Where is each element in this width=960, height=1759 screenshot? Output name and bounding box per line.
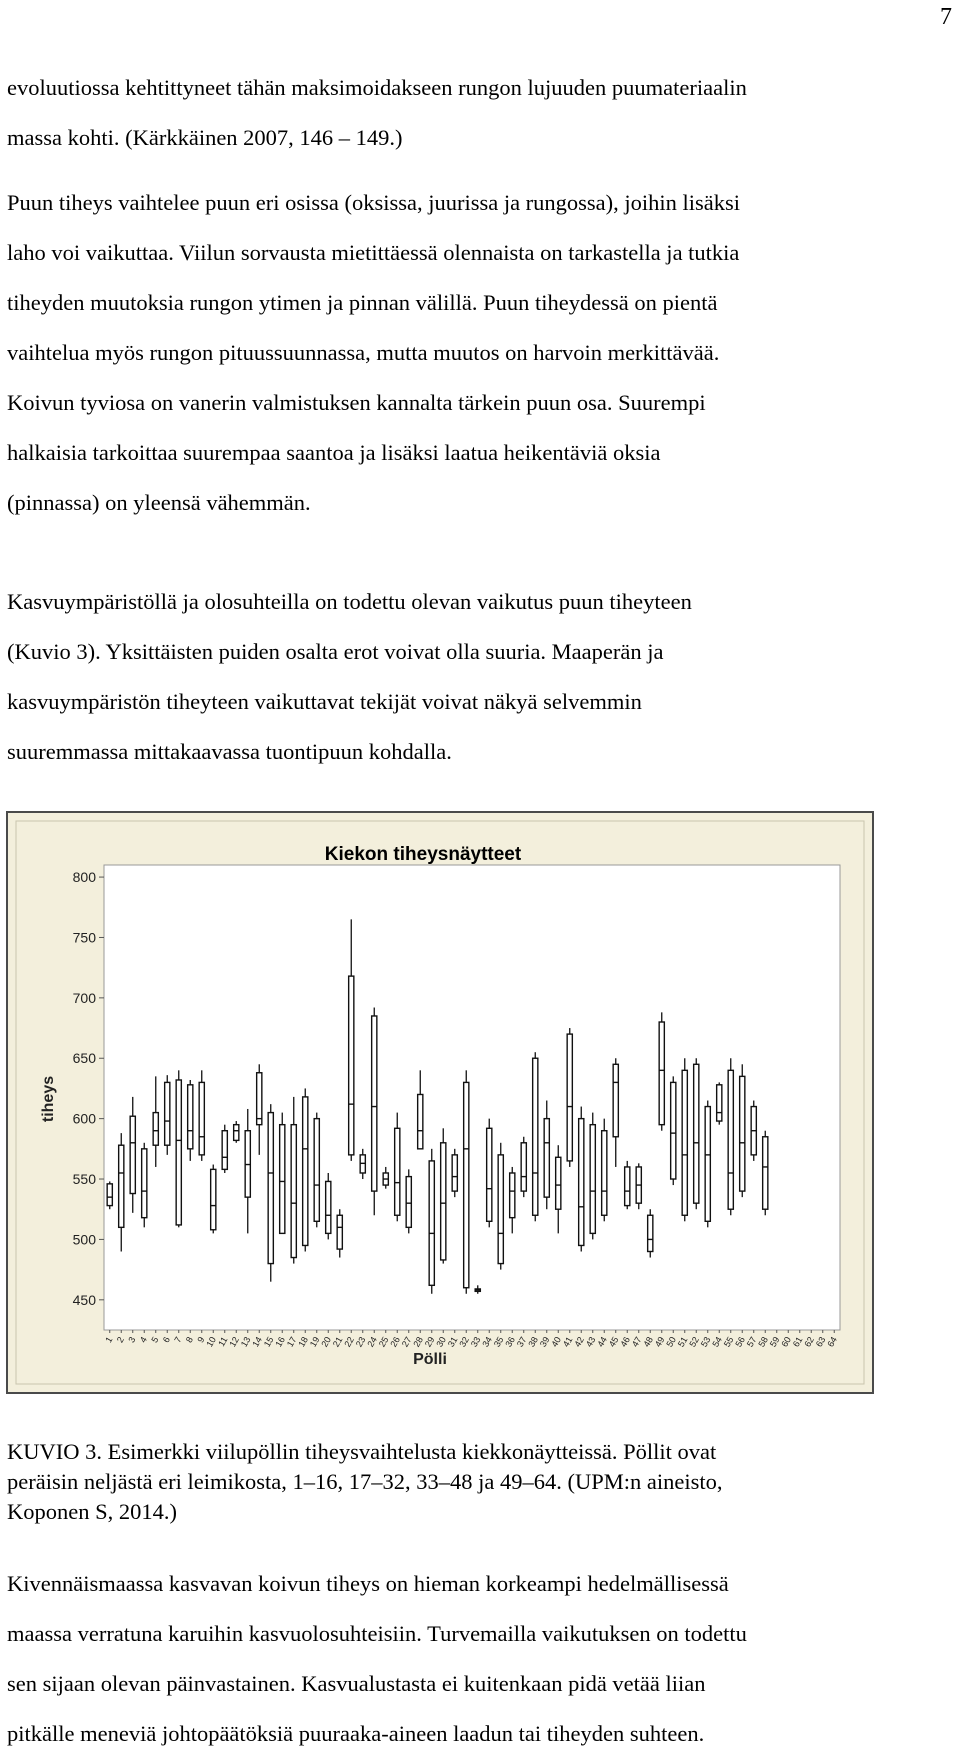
- x-tick-label: 19: [307, 1335, 322, 1349]
- box-37: [521, 1137, 526, 1197]
- x-tick-label: 41: [560, 1335, 575, 1349]
- box-58: [763, 1131, 768, 1216]
- x-tick-label: 55: [721, 1335, 736, 1349]
- box-body: [268, 1113, 273, 1264]
- x-tick-label: 63: [813, 1335, 828, 1349]
- box-32: [464, 1070, 469, 1293]
- text-line: Puun tiheys vaihtelee puun eri osissa (oksissa, juurissa ja rungossa), joihin lisäksi: [7, 190, 741, 215]
- x-tick-label: 49: [652, 1335, 667, 1349]
- box-body: [694, 1064, 699, 1203]
- box-30: [441, 1128, 446, 1263]
- x-tick-label: 8: [183, 1335, 195, 1345]
- text-line: suuremmassa mittakaavassa tuontipuun kohdalla.: [7, 739, 452, 764]
- box-53: [705, 1101, 710, 1228]
- box-50: [671, 1076, 676, 1185]
- box-body: [728, 1070, 733, 1209]
- box-29: [429, 1149, 434, 1294]
- box-body: [199, 1082, 204, 1154]
- caption-line: KUVIO 3. Esimerkki viilupöllin tiheysvaihtelusta kiekkonäytteissä. Pöllit ovat: [7, 1439, 717, 1464]
- box-body: [590, 1125, 595, 1234]
- text-line: Kasvuympäristöllä ja olosuhteilla on todettu olevan vaikutus puun tiheyteen: [7, 589, 692, 614]
- x-tick-label: 9: [195, 1335, 207, 1345]
- box-body: [441, 1143, 446, 1260]
- x-tick-label: 36: [503, 1335, 517, 1349]
- figure-caption: [7, 1437, 952, 1527]
- box-9: [199, 1070, 204, 1161]
- box-body: [222, 1131, 227, 1170]
- x-tick-label: 34: [480, 1335, 494, 1349]
- box-18: [303, 1088, 308, 1251]
- box-body: [130, 1116, 135, 1193]
- y-tick-label: 600: [72, 1110, 96, 1127]
- y-tick-label: 450: [72, 1291, 96, 1308]
- box-body: [567, 1034, 572, 1161]
- box-54: [717, 1082, 722, 1124]
- x-tick-label: 16: [273, 1335, 287, 1349]
- x-tick-label: 4: [137, 1335, 149, 1345]
- x-tick-label: 31: [445, 1335, 460, 1349]
- box-8: [188, 1080, 193, 1161]
- box-body: [280, 1125, 285, 1234]
- box-31: [452, 1149, 457, 1197]
- x-tick-label: 35: [491, 1335, 506, 1349]
- x-tick-label: 52: [687, 1335, 701, 1349]
- box-body: [579, 1119, 584, 1246]
- box-48: [648, 1209, 653, 1257]
- x-tick-label: 13: [238, 1335, 253, 1349]
- text-line: Koivun tyviosa on vanerin valmistuksen kannalta tärkein puun osa. Suurempi: [7, 390, 706, 415]
- box-body: [659, 1022, 664, 1125]
- text-line: pitkälle meneviä johtopäätöksiä puuraaka-aineen laadun tai tiheyden suhteen.: [7, 1721, 705, 1746]
- x-tick-label: 3: [126, 1335, 138, 1345]
- box-body: [153, 1113, 158, 1146]
- box-body: [119, 1145, 124, 1227]
- x-tick-label: 26: [388, 1335, 402, 1349]
- box-body: [625, 1167, 630, 1206]
- page-number: 7: [940, 4, 952, 30]
- text-line: vaihtelua myös rungon pituussuunnassa, mutta muutos on harvoin merkittävää.: [7, 340, 720, 365]
- x-tick-label: 23: [353, 1335, 368, 1349]
- x-tick-label: 64: [825, 1335, 839, 1349]
- x-tick-label: 25: [376, 1335, 391, 1349]
- x-tick-label: 39: [537, 1335, 552, 1349]
- box-35: [498, 1143, 503, 1270]
- text-line: tiheyden muutoksia rungon ytimen ja pinnan välillä. Puun tiheydessä on pientä: [7, 290, 718, 315]
- box-47: [636, 1163, 641, 1209]
- box-body: [740, 1076, 745, 1191]
- box-56: [740, 1064, 745, 1197]
- box-body: [303, 1097, 308, 1246]
- x-tick-label: 17: [284, 1335, 299, 1349]
- y-tick-label: 550: [72, 1171, 96, 1188]
- box-body: [395, 1128, 400, 1215]
- caption-line: peräisin neljästä eri leimikosta, 1–16, 17–32, 33–48 ja 49–64. (UPM:n aineisto,: [7, 1469, 723, 1494]
- text-line: maassa verratuna karuihin kasvuolosuhteisiin. Turvemailla vaikutuksen on todettu: [7, 1621, 747, 1646]
- box-body: [234, 1125, 239, 1141]
- x-tick-label: 22: [342, 1335, 356, 1349]
- x-tick-label: 1: [103, 1335, 115, 1345]
- box-6: [165, 1075, 170, 1155]
- box-24: [372, 1008, 377, 1216]
- box-body: [165, 1082, 170, 1145]
- x-tick-label: 60: [779, 1335, 793, 1349]
- box-15: [268, 1104, 273, 1282]
- x-tick-label: 5: [149, 1335, 161, 1345]
- box-43: [590, 1113, 595, 1240]
- box-body: [314, 1119, 319, 1222]
- paragraph-3: [7, 577, 952, 777]
- box-body: [429, 1161, 434, 1285]
- x-axis-title: Pölli: [413, 1351, 447, 1368]
- box-7: [176, 1070, 181, 1227]
- box-body: [487, 1128, 492, 1221]
- x-tick-label: 38: [526, 1335, 540, 1349]
- caption-line: Koponen S, 2014.): [7, 1499, 177, 1524]
- box-body: [510, 1173, 515, 1218]
- box-19: [314, 1113, 319, 1228]
- x-tick-label: 10: [204, 1335, 218, 1349]
- box-body: [188, 1085, 193, 1149]
- box-body: [533, 1058, 538, 1215]
- x-tick-label: 40: [549, 1335, 563, 1349]
- x-tick-label: 54: [710, 1335, 724, 1349]
- box-body: [521, 1143, 526, 1191]
- box-body: [556, 1157, 561, 1209]
- x-tick-label: 7: [172, 1335, 184, 1345]
- y-tick-label: 700: [72, 989, 96, 1006]
- box-body: [671, 1082, 676, 1179]
- x-tick-label: 42: [572, 1335, 586, 1349]
- box-body: [602, 1131, 607, 1216]
- box-body: [142, 1149, 147, 1218]
- x-tick-label: 28: [411, 1335, 425, 1349]
- box-44: [602, 1119, 607, 1222]
- x-tick-label: 20: [319, 1335, 333, 1349]
- x-tick-label: 43: [583, 1335, 598, 1349]
- x-tick-label: 46: [618, 1335, 632, 1349]
- box-52: [694, 1058, 699, 1209]
- text-line: sen sijaan olevan päinvastainen. Kasvualustasta ei kuitenkaan pidä vetää liian: [7, 1671, 706, 1696]
- box-body: [107, 1184, 112, 1206]
- text-line: (pinnassa) on yleensä vähemmän.: [7, 490, 311, 515]
- x-tick-label: 59: [767, 1335, 782, 1349]
- y-tick-label: 500: [72, 1231, 96, 1248]
- y-tick-label: 750: [72, 929, 96, 946]
- x-tick-label: 11: [216, 1335, 230, 1349]
- x-tick-label: 53: [698, 1335, 713, 1349]
- text-line: halkaisia tarkoittaa suurempaa saantoa ja lisäksi laatua heikentäviä oksia: [7, 440, 661, 465]
- x-tick-label: 50: [664, 1335, 678, 1349]
- box-55: [728, 1058, 733, 1215]
- text-line: massa kohti. (Kärkkäinen 2007, 146 – 149.): [7, 125, 403, 150]
- x-tick-label: 21: [330, 1335, 345, 1349]
- x-tick-label: 29: [422, 1335, 437, 1349]
- box-4: [142, 1143, 147, 1228]
- x-tick-label: 51: [675, 1335, 690, 1349]
- box-body: [257, 1073, 262, 1125]
- box-body: [498, 1155, 503, 1264]
- box-body: [452, 1155, 457, 1191]
- text-line: (Kuvio 3). Yksittäisten puiden osalta erot voivat olla suuria. Maaperän ja: [7, 639, 664, 664]
- x-tick-label: 44: [595, 1335, 609, 1349]
- box-body: [418, 1094, 423, 1148]
- text-line: Kivennäismaassa kasvavan koivun tiheys on hieman korkeampi hedelmällisessä: [7, 1571, 729, 1596]
- x-tick-label: 45: [606, 1335, 621, 1349]
- box-26: [395, 1113, 400, 1222]
- x-tick-label: 37: [514, 1335, 529, 1349]
- text-line: evoluutiossa kehtittyneet tähän maksimoidakseen rungon lujuuden puumateriaalin: [7, 75, 747, 100]
- box-body: [648, 1215, 653, 1251]
- x-tick-label: 14: [250, 1335, 264, 1349]
- x-tick-label: 56: [733, 1335, 747, 1349]
- box-body: [717, 1085, 722, 1121]
- box-body: [544, 1119, 549, 1198]
- x-tick-label: 58: [756, 1335, 770, 1349]
- box-body: [464, 1082, 469, 1287]
- chart-title: Kiekon tiheysnäytteet: [324, 844, 522, 865]
- text-line: kasvuympäristön tiheyteen vaikuttavat tekijät voivat näkyä selvemmin: [7, 689, 642, 714]
- box-body: [705, 1107, 710, 1222]
- box-20: [326, 1173, 331, 1239]
- box-38: [533, 1052, 538, 1221]
- box-body: [211, 1169, 216, 1229]
- x-tick-label: 61: [790, 1335, 805, 1349]
- box-49: [659, 1012, 664, 1130]
- x-tick-label: 27: [399, 1335, 414, 1349]
- x-tick-label: 15: [261, 1335, 276, 1349]
- x-tick-label: 57: [744, 1335, 759, 1349]
- paragraph-1: [7, 63, 952, 163]
- box-11: [222, 1125, 227, 1173]
- x-tick-label: 6: [160, 1335, 172, 1345]
- box-1: [107, 1181, 112, 1209]
- y-tick-label: 650: [72, 1050, 96, 1067]
- paragraph-4: [7, 1559, 952, 1759]
- boxplot-chart: [8, 813, 872, 1392]
- box-46: [625, 1161, 630, 1209]
- box-body: [349, 976, 354, 1155]
- box-body: [337, 1215, 342, 1249]
- x-tick-label: 48: [641, 1335, 655, 1349]
- x-tick-label: 2: [114, 1335, 126, 1345]
- box-27: [406, 1169, 411, 1233]
- box-41: [567, 1028, 572, 1167]
- x-tick-label: 47: [629, 1335, 644, 1349]
- x-tick-label: 18: [296, 1335, 310, 1349]
- box-10: [211, 1165, 216, 1234]
- paragraph-2: [7, 178, 952, 528]
- y-tick-label: 800: [72, 869, 96, 886]
- box-body: [613, 1064, 618, 1136]
- box-body: [326, 1181, 331, 1233]
- box-body: [372, 1016, 377, 1191]
- x-tick-label: 32: [457, 1335, 471, 1349]
- text-line: laho voi vaikuttaa. Viilun sorvausta mietittäessä olennaista on tarkastella ja tutkia: [7, 240, 740, 265]
- box-body: [763, 1137, 768, 1209]
- box-42: [579, 1107, 584, 1252]
- x-tick-label: 30: [434, 1335, 448, 1349]
- box-body: [291, 1125, 296, 1258]
- y-axis-title: tiheys: [40, 1075, 57, 1123]
- box-34: [487, 1119, 492, 1228]
- x-tick-label: 12: [227, 1335, 241, 1349]
- box-16: [280, 1113, 285, 1234]
- box-body: [406, 1177, 411, 1228]
- box-57: [751, 1101, 756, 1161]
- box-body: [176, 1080, 181, 1225]
- box-body: [682, 1070, 687, 1215]
- box-12: [234, 1121, 239, 1143]
- box-51: [682, 1058, 687, 1221]
- figure-density-chart: [6, 811, 874, 1394]
- x-tick-label: 24: [365, 1335, 379, 1349]
- x-tick-label: 62: [802, 1335, 816, 1349]
- x-tick-label: 33: [468, 1335, 483, 1349]
